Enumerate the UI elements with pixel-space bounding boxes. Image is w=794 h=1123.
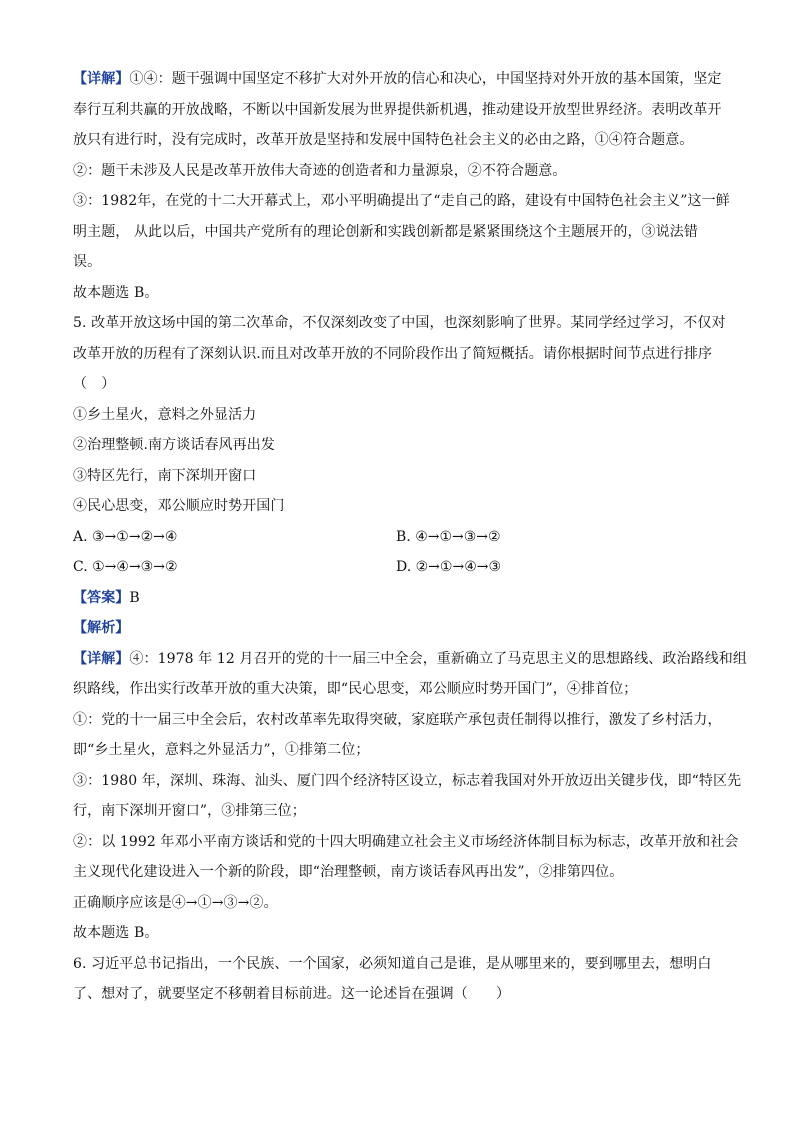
- q5-stem-line-1: 5. 改革开放这场中国的第二次革命，不仅深刻改变了中国，也深刻影响了世界。某同学经过学习，不仅对: [73, 315, 726, 331]
- q5-item-2: ②治理整顿.南方谈话春风再出发: [73, 437, 275, 453]
- detail-label: 【详解】: [73, 650, 130, 667]
- q5-detail-line-4: 即“乡土星火，意料之外显活力”，①排第二位；: [73, 742, 370, 758]
- q4-explanation-line-7: 误。: [73, 254, 102, 270]
- analysis-label: 【解析】: [73, 620, 130, 636]
- q5-bracket: （ ）: [73, 376, 116, 392]
- q4-conclusion: 故本题选 B。: [73, 284, 159, 301]
- q5-item-3: ③特区先行，南下深圳开窗口: [73, 467, 257, 484]
- q5-option-a: A. ③→①→②→④: [73, 528, 178, 545]
- q4-explanation-line-1: 【详解】①④：题干强调中国坚定不移扩大对外开放的信心和决心，中国坚持对外开放的基本国策，坚定: [73, 71, 722, 87]
- answer-label: 【答案】: [73, 589, 130, 606]
- q5-detail-line-2: 织路线，作出实行改革开放的重大决策，即“民心思变，邓公顺应时势开国门”，④排首位；: [73, 681, 638, 697]
- q5-answer: [73, 583, 723, 614]
- q4-explanation-line-2: 奉行互利共赢的开放战略，不断以中国新发展为世界提供新机遇，推动建设开放型世界经济。表明改革开: [73, 101, 722, 118]
- q5-detail-line-1: 【详解】④：1978 年 12 月召开的党的十一届三中全会，重新确立了马克思主义的思想路线、政治路线和组: [73, 650, 747, 667]
- answer-value: B: [129, 589, 140, 606]
- q5-detail-line-3: ①：党的十一届三中全会后，农村改革率先取得突破，家庭联产承包责任制得以推行，激发了乡村活力，: [73, 711, 722, 728]
- q5-conclusion: 故本题选 B。: [73, 925, 159, 941]
- detail-label: 【详解】: [73, 71, 130, 87]
- q5-item-4: ④民心思变，邓公顺应时势开国门: [73, 498, 285, 514]
- q4-explanation-line-4: ②：题干未涉及人民是改革开放伟大奇迹的创造者和力量源泉，②不符合题意。: [73, 162, 567, 179]
- q5-stem-line-2: 改革开放的历程有了深刻认识.而且对改革开放的不同阶段作出了简短概括。请你根据时间节点进行排序: [73, 345, 713, 362]
- q5-detail-line-5: ③：1980 年，深圳、珠海、汕头、厦门四个经济特区设立，标志着我国对外开放迈出关键步伐，即“特区先: [73, 772, 742, 789]
- q5-option-b: B. ④→①→③→②: [396, 528, 501, 545]
- document-page: [73, 64, 747, 1010]
- q5-detail-line-6: 行，南下深圳开窗口”，③排第三位；: [73, 803, 306, 819]
- q4-explanation-line-6: 明主题， 从此以后，中国共产党所有的理论创新和实践创新都是紧紧围绕这个主题展开的，③说法错: [73, 223, 698, 240]
- q6-stem-line-1: 6. 习近平总书记指出，一个民族、一个国家，必须知道自己是谁，是从哪里来的，要到哪里去，想明白: [73, 955, 712, 972]
- q6-stem-line-2: 了、想对了，就要坚定不移朝着目标前进。这一论述旨在强调（ ）: [73, 986, 511, 1002]
- q5-analysis-heading: [73, 613, 723, 644]
- q5-detail-line-8: 主义现代化建设进入一个新的阶段，即“治理整顿，南方谈话春风再出发”，②排第四位。: [73, 864, 624, 880]
- q5-options-row-1: [73, 522, 723, 553]
- q5-options-row-2: [73, 552, 723, 583]
- q4-explanation-line-5: ③：1982年，在党的十二大开幕式上，邓小平明确提出了“走自己的路，建设有中国特色社会主义”这一鲜: [73, 193, 730, 209]
- q5-option-d: D. ②→①→④→③: [396, 559, 502, 575]
- q5-item-1: ①乡土星火，意料之外显活力: [73, 406, 257, 423]
- q5-correct-order: 正确顺序应该是④→①→③→②。: [73, 894, 278, 911]
- q4-explanation-line-3: 放只有进行时，没有完成时，改革开放是坚持和发展中国特色社会主义的必由之路，①④符合题意。: [73, 132, 694, 148]
- q5-option-c: C. ①→④→③→②: [73, 559, 178, 575]
- q5-detail-line-7: ②：以 1992 年邓小平南方谈话和党的十四大明确建立社会主义市场经济体制目标为标志，改革开放和社会: [73, 833, 739, 850]
